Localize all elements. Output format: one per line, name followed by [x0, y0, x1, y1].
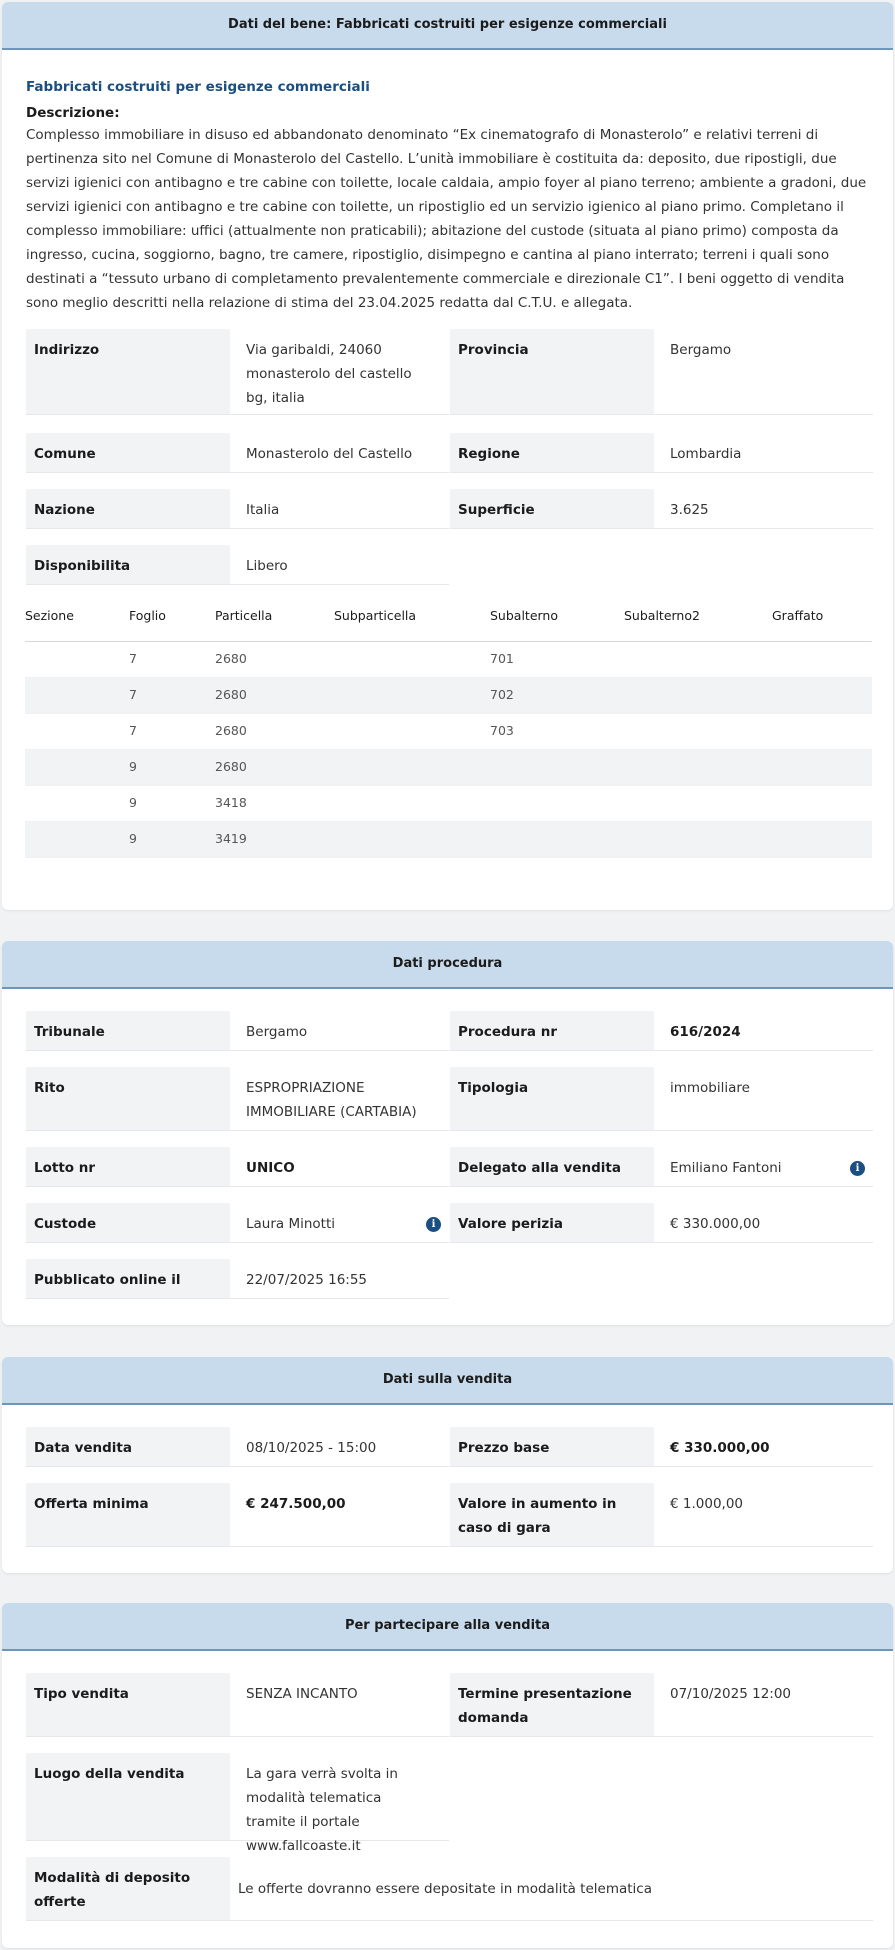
cell-subalterno2	[624, 821, 772, 857]
field-luogo	[26, 1753, 449, 1854]
card-partecipare	[2, 1603, 893, 1948]
field-provincia	[450, 329, 873, 415]
table-row	[25, 785, 872, 821]
cell-sezione	[25, 749, 129, 785]
cell-sezione	[25, 785, 129, 821]
field-label: Tipo vendita	[26, 1673, 230, 1736]
card-header: Dati procedura	[2, 941, 893, 989]
cell-graffato	[772, 749, 872, 785]
field-superficie	[450, 489, 873, 529]
field-value: La gara verrà svolta in modalità telematica tramite il portale www.fallcoaste.it	[246, 1766, 398, 1854]
cell-particella: 2680	[215, 641, 334, 677]
cell-subparticella	[334, 785, 490, 821]
field-label: Provincia	[450, 329, 654, 414]
field-tribunale	[26, 1011, 449, 1051]
card-dati-procedura	[2, 941, 893, 1325]
column-header: Subalterno	[490, 591, 624, 641]
cell-subparticella	[334, 677, 490, 713]
field-value: 07/10/2025 12:00	[670, 1686, 792, 1702]
cell-subalterno2	[624, 749, 772, 785]
field-nazione	[26, 489, 449, 529]
table-row	[25, 677, 872, 713]
field-label: Pubblicato online il	[26, 1259, 230, 1298]
column-header: Particella	[215, 591, 334, 641]
cell-subalterno	[490, 785, 624, 821]
field-label: Luogo della vendita	[26, 1753, 230, 1840]
field-label: Nazione	[26, 489, 230, 528]
cell-subalterno: 702	[490, 677, 624, 713]
field-value: Libero	[246, 558, 288, 575]
cell-particella: 2680	[215, 677, 334, 713]
cell-subparticella	[334, 749, 490, 785]
field-value: € 1.000,00	[670, 1496, 743, 1512]
cell-subalterno	[490, 821, 624, 857]
card-header: Per partecipare alla vendita	[2, 1603, 893, 1651]
field-termine	[450, 1673, 873, 1737]
field-label: Valore in aumento in caso di gara	[450, 1483, 654, 1546]
bene-fields	[26, 329, 869, 591]
cell-foglio: 9	[129, 821, 215, 857]
field-label: Delegato alla vendita	[450, 1147, 654, 1186]
field-label: Data vendita	[26, 1427, 230, 1466]
card-dati-bene	[2, 2, 893, 910]
field-prezzo-base	[450, 1427, 873, 1467]
cell-graffato	[772, 641, 872, 677]
field-delegato	[450, 1147, 873, 1187]
cell-subparticella	[334, 641, 490, 677]
column-header: Foglio	[129, 591, 215, 641]
info-icon[interactable]: i	[426, 1217, 441, 1232]
table-row	[25, 821, 872, 857]
vendita-fields	[26, 1427, 869, 1573]
catasto-header-row	[25, 591, 872, 641]
field-label: Custode	[26, 1203, 230, 1242]
cell-subalterno: 703	[490, 713, 624, 749]
catasto-table	[25, 591, 872, 858]
field-value: 616/2024	[670, 1024, 741, 1040]
field-tipologia	[450, 1067, 873, 1131]
description-text: Complesso immobiliare in disuso ed abbandonato denominato “Ex cinematografo di Monasterolo” e relativi terreni di pertinenza sito nel Comune di Monasterolo del Castello. L’unità immobiliare è costituita da: deposito, due ripostigli, due servizi igienici con antibagno e tre cabine con toilette, locale caldaia, ampio foyer al piano terreno; ambiente a gradoni, due servizi igienici con antibagno e tre cabine con toilette, un ripostiglio ed un servizio igienico al piano primo. Completano il complesso immobiliare: uffici (attualmente non praticabili); abitazione del custode (situata al piano primo) composta da ingresso, cucina, soggiorno, bagno, tre camere, ripostiglio, disimpegno e cantina al piano interrato; terreni i quali sono destinati a “tessuto urbano di completamento prevalentemente commerciale e direzionale C1”. I beni oggetto di vendita sono meglio descritti nella relazione di stima del 23.04.2025 redatta dal C.T.U. e allegata.	[26, 127, 867, 312]
field-offerta-minima	[26, 1483, 449, 1547]
field-indirizzo	[26, 329, 449, 415]
cell-foglio: 7	[129, 677, 215, 713]
field-value: € 247.500,00	[246, 1496, 346, 1512]
cell-subalterno: 701	[490, 641, 624, 677]
delegato-name: Emiliano Fantoni	[670, 1160, 782, 1176]
cell-subalterno2	[624, 713, 772, 749]
field-value	[230, 1203, 449, 1242]
field-valore-perizia	[450, 1203, 873, 1243]
field-disponibilita	[26, 545, 449, 585]
cell-graffato	[772, 713, 872, 749]
cell-subalterno2	[624, 641, 772, 677]
field-label: Valore perizia	[450, 1203, 654, 1242]
field-custode	[26, 1203, 449, 1243]
cell-foglio: 7	[129, 641, 215, 677]
field-label: Indirizzo	[26, 329, 230, 414]
table-row	[25, 713, 872, 749]
field-label: Disponibilita	[26, 545, 230, 584]
field-rito	[26, 1067, 449, 1131]
field-label: Prezzo base	[450, 1427, 654, 1466]
field-value: 08/10/2025 - 15:00	[246, 1440, 377, 1456]
field-label: Procedura nr	[450, 1011, 654, 1050]
cell-subparticella	[334, 821, 490, 857]
custode-name: Laura Minotti	[246, 1216, 336, 1232]
field-lotto	[26, 1147, 449, 1187]
cell-graffato	[772, 821, 872, 857]
cell-subalterno2	[624, 785, 772, 821]
field-label: Rito	[26, 1067, 230, 1130]
cell-particella: 3418	[215, 785, 334, 821]
field-value: 22/07/2025 16:55	[246, 1272, 368, 1288]
field-value: immobiliare	[670, 1080, 750, 1096]
cell-particella: 2680	[215, 749, 334, 785]
field-value: Italia	[246, 502, 280, 519]
cell-subparticella	[334, 713, 490, 749]
cell-particella: 2680	[215, 713, 334, 749]
cell-sezione	[25, 677, 129, 713]
field-procedura-nr	[450, 1011, 873, 1051]
field-value: Bergamo	[246, 1024, 308, 1040]
field-value: UNICO	[246, 1160, 295, 1176]
column-header: Subparticella	[334, 591, 490, 641]
field-value: Via garibaldi, 24060 monasterolo del castello bg, italia	[246, 342, 412, 407]
field-label: Termine presentazione domanda	[450, 1673, 654, 1736]
cell-sezione	[25, 821, 129, 857]
cell-subalterno	[490, 749, 624, 785]
field-value: Monasterolo del Castello	[246, 446, 413, 463]
cell-subalterno2	[624, 677, 772, 713]
cell-graffato	[772, 785, 872, 821]
field-label: Regione	[450, 433, 654, 472]
field-label: Superficie	[450, 489, 654, 528]
field-label: Comune	[26, 433, 230, 472]
field-value: Lombardia	[670, 446, 742, 463]
field-value: Le offerte dovranno essere depositate in modalità telematica	[238, 1881, 652, 1897]
cell-foglio: 7	[129, 713, 215, 749]
field-valore-aumento	[450, 1483, 873, 1547]
card-header: Dati sulla vendita	[2, 1357, 893, 1405]
field-label: Offerta minima	[26, 1483, 230, 1546]
partecipare-fields	[26, 1673, 869, 1948]
procedura-fields	[26, 1011, 869, 1325]
field-value: SENZA INCANTO	[246, 1686, 358, 1702]
cell-graffato	[772, 677, 872, 713]
cell-sezione	[25, 713, 129, 749]
info-icon[interactable]: i	[850, 1161, 865, 1176]
field-value: ESPROPRIAZIONE IMMOBILIARE (CARTABIA)	[246, 1080, 417, 1120]
column-header: Sezione	[25, 591, 129, 641]
field-value: € 330.000,00	[670, 1440, 770, 1456]
cell-foglio: 9	[129, 749, 215, 785]
column-header: Graffato	[772, 591, 872, 641]
bene-subtitle: Fabbricati costruiti per esigenze commerciali	[26, 79, 370, 95]
column-header: Subalterno2	[624, 591, 772, 641]
card-header: Dati del bene: Fabbricati costruiti per esigenze commerciali	[2, 2, 893, 50]
field-comune	[26, 433, 449, 473]
field-label: Tipologia	[450, 1067, 654, 1130]
table-row	[25, 749, 872, 785]
description-label: Descrizione:	[26, 104, 120, 121]
field-tipo-vendita	[26, 1673, 449, 1737]
cell-foglio: 9	[129, 785, 215, 821]
field-regione	[450, 433, 873, 473]
field-deposito	[26, 1857, 873, 1921]
card-dati-vendita	[2, 1357, 893, 1573]
field-value: Bergamo	[670, 342, 732, 359]
field-label: Modalità di deposito offerte	[26, 1857, 230, 1920]
cell-particella: 3419	[215, 821, 334, 857]
field-value: 3.625	[670, 502, 709, 519]
field-value	[654, 1147, 873, 1186]
field-label: Tribunale	[26, 1011, 230, 1050]
field-label: Lotto nr	[26, 1147, 230, 1186]
field-pubblicato	[26, 1259, 449, 1299]
cell-sezione	[25, 641, 129, 677]
field-data-vendita	[26, 1427, 449, 1467]
field-value: € 330.000,00	[670, 1216, 761, 1232]
table-row	[25, 641, 872, 677]
